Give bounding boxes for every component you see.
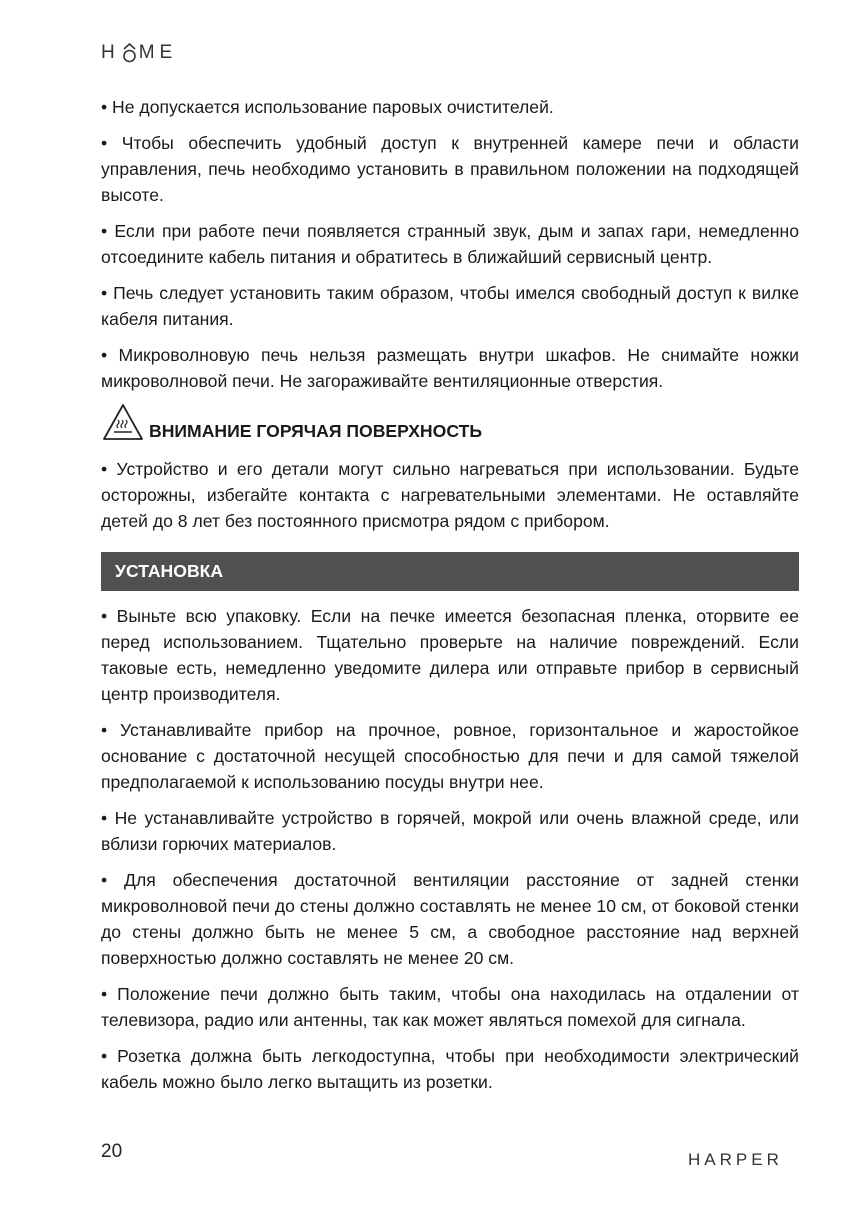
warning-text: • Устройство и его детали могут сильно нагреваться при использовании. Будьте осторожны, избегайте контакта с нагревательными элементами. Не оставляйте детей до 8 лет без постоянного присмотра рядом с прибором. — [101, 459, 799, 531]
harper-logo: HARPER — [688, 1150, 783, 1169]
section-header-installation — [101, 552, 799, 591]
bullet-item: • Если при работе печи появляется странный звук, дым и запах гари, немедленно отсоедините кабель питания и обратитесь в ближайший сервисный центр. — [101, 221, 799, 267]
bullet-item: • Розетка должна быть легкодоступна, чтобы при необходимости электрический кабель можно было легко вытащить из розетки. — [101, 1046, 799, 1092]
hot-surface-warning-icon — [101, 402, 145, 442]
bullet-item: • Выньте всю упаковку. Если на печке имеется безопасная пленка, оторвите ее перед использованием. Тщательно проверьте на наличие повреждений. Если таковые есть, немедленно уведомите дилера или отправьте прибор в сервисный центр производителя. — [101, 606, 799, 704]
bullet-item: • Не устанавливайте устройство в горячей, мокрой или очень влажной среде, или вблизи горючих материалов. — [101, 808, 799, 854]
bullet-item: • Для обеспечения достаточной вентиляции расстояние от задней стенки микроволновой печи до стены должно составлять не менее 10 см, от боковой стенки до стены должно быть не менее 5 см, а свободное расстояние над верхней поверхностью должно составлять не менее 20 см. — [101, 870, 799, 968]
section-title: УСТАНОВКА — [115, 561, 224, 581]
house-icon — [121, 43, 138, 63]
home-logo — [101, 42, 177, 64]
page-number: 20 — [101, 1141, 123, 1162]
bullet-item: • Чтобы обеспечить удобный доступ к внутренней камере печи и области управления, печь необходимо установить в правильном положении на подходящей высоте. — [101, 133, 799, 205]
warning-heading — [101, 408, 799, 444]
bullet-item: • Положение печи должно быть таким, чтобы она находилась на отдалении от телевизора, радио или антенны, так как может являться помехой для сигнала. — [101, 984, 799, 1030]
bullet-item: • Устанавливайте прибор на прочное, ровное, горизонтальное и жаростойкое основание с достаточной несущей способностью для печи и для самой тяжелой предполагаемой к использованию посуды внутри нее. — [101, 720, 799, 792]
bullet-item: • Не допускается использование паровых очистителей. — [101, 97, 554, 117]
home-logo-right: ME — [138, 42, 178, 63]
bullet-item: • Печь следует установить таким образом, чтобы имелся свободный доступ к вилке кабеля питания. — [101, 283, 799, 329]
bullet-item: • Микроволновую печь нельзя размещать внутри шкафов. Не снимайте ножки микроволновой печи. Не загораживайте вентиляционные отверстия. — [101, 345, 799, 391]
warning-title: ВНИМАНИЕ ГОРЯЧАЯ ПОВЕРХНОСТЬ — [149, 420, 482, 441]
page-content — [101, 94, 799, 1105]
home-logo-left: H — [101, 42, 120, 63]
